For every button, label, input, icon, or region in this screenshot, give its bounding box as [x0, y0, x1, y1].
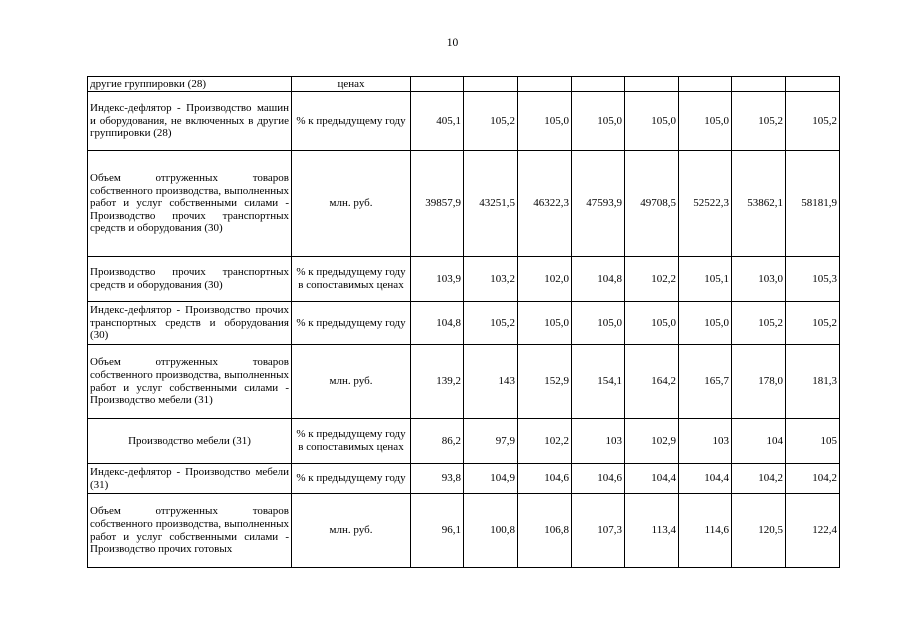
value-cell: 106,8	[518, 494, 572, 568]
indicator-name-cell: Индекс-дефлятор - Производство машин и оборудования, не включенных в другие группировки (28)	[88, 92, 292, 151]
value-cell: 103,9	[411, 257, 464, 302]
value-cell: 105,2	[732, 302, 786, 345]
value-cell: 164,2	[625, 345, 679, 419]
value-cell: 102,9	[625, 419, 679, 464]
value-cell: 39857,9	[411, 151, 464, 257]
value-cell: 143	[464, 345, 518, 419]
value-cell: 105,3	[786, 257, 840, 302]
unit-cell: млн. руб.	[292, 151, 411, 257]
table-row	[88, 92, 840, 151]
value-cell: 165,7	[679, 345, 732, 419]
table-row	[88, 302, 840, 345]
indicator-name-cell: Объем отгруженных товаров собственного производства, выполненных работ и услуг собственными силами - Производство мебели (31)	[88, 345, 292, 419]
value-cell: 178,0	[732, 345, 786, 419]
value-cell: 105,0	[679, 92, 732, 151]
value-cell: 46322,3	[518, 151, 572, 257]
value-cell: 93,8	[411, 464, 464, 494]
value-cell	[679, 77, 732, 92]
value-cell: 102,0	[518, 257, 572, 302]
value-cell: 105,0	[518, 92, 572, 151]
unit-cell: % к предыдущему году	[292, 464, 411, 494]
unit-cell: млн. руб.	[292, 345, 411, 419]
value-cell: 105,0	[518, 302, 572, 345]
value-cell: 43251,5	[464, 151, 518, 257]
value-cell: 86,2	[411, 419, 464, 464]
value-cell: 105,0	[679, 302, 732, 345]
value-cell: 114,6	[679, 494, 732, 568]
value-cell: 52522,3	[679, 151, 732, 257]
indicator-name-cell: Производство мебели (31)	[88, 419, 292, 464]
value-cell: 105,2	[732, 92, 786, 151]
value-cell: 104,6	[518, 464, 572, 494]
indicator-name-cell: Индекс-дефлятор - Производство мебели (31)	[88, 464, 292, 494]
value-cell: 103	[572, 419, 625, 464]
value-cell: 105,2	[464, 92, 518, 151]
value-cell: 104,9	[464, 464, 518, 494]
value-cell: 102,2	[518, 419, 572, 464]
value-cell: 105	[786, 419, 840, 464]
value-cell: 105,2	[464, 302, 518, 345]
table-body	[88, 77, 840, 568]
value-cell: 105,1	[679, 257, 732, 302]
table-row	[88, 464, 840, 494]
value-cell: 107,3	[572, 494, 625, 568]
unit-cell: % к предыдущему году в сопоставимых ценах	[292, 257, 411, 302]
table-row	[88, 151, 840, 257]
indicator-name-cell: Объем отгруженных товаров собственного производства, выполненных работ и услуг собственными силами - Производство прочих готовых	[88, 494, 292, 568]
value-cell: 105,2	[786, 302, 840, 345]
table-row	[88, 494, 840, 568]
table-row	[88, 257, 840, 302]
table-row	[88, 419, 840, 464]
value-cell: 181,3	[786, 345, 840, 419]
value-cell: 104,8	[411, 302, 464, 345]
unit-cell: % к предыдущему году в сопоставимых ценах	[292, 419, 411, 464]
value-cell: 104,2	[732, 464, 786, 494]
value-cell: 139,2	[411, 345, 464, 419]
value-cell: 103	[679, 419, 732, 464]
value-cell: 122,4	[786, 494, 840, 568]
indicator-name-cell: Объем отгруженных товаров собственного производства, выполненных работ и услуг собственными силами - Производство прочих транспортных средств и оборудования (30)	[88, 151, 292, 257]
value-cell: 104,2	[786, 464, 840, 494]
value-cell	[464, 77, 518, 92]
value-cell: 104,8	[572, 257, 625, 302]
value-cell: 53862,1	[732, 151, 786, 257]
value-cell: 100,8	[464, 494, 518, 568]
value-cell: 97,9	[464, 419, 518, 464]
unit-cell: % к предыдущему году	[292, 92, 411, 151]
value-cell: 152,9	[518, 345, 572, 419]
value-cell: 104,4	[625, 464, 679, 494]
value-cell: 104,4	[679, 464, 732, 494]
value-cell	[732, 77, 786, 92]
value-cell: 105,0	[572, 92, 625, 151]
value-cell: 154,1	[572, 345, 625, 419]
value-cell: 105,0	[625, 92, 679, 151]
value-cell: 49708,5	[625, 151, 679, 257]
page-number: 10	[446, 37, 459, 49]
value-cell: 58181,9	[786, 151, 840, 257]
value-cell	[625, 77, 679, 92]
value-cell: 96,1	[411, 494, 464, 568]
value-cell: 105,2	[786, 92, 840, 151]
value-cell	[572, 77, 625, 92]
value-cell	[518, 77, 572, 92]
value-cell	[411, 77, 464, 92]
value-cell: 105,0	[625, 302, 679, 345]
value-cell: 405,1	[411, 92, 464, 151]
value-cell: 103,2	[464, 257, 518, 302]
value-cell: 120,5	[732, 494, 786, 568]
value-cell: 102,2	[625, 257, 679, 302]
value-cell: 103,0	[732, 257, 786, 302]
value-cell: 104,6	[572, 464, 625, 494]
unit-cell: % к предыдущему году	[292, 302, 411, 345]
unit-cell: млн. руб.	[292, 494, 411, 568]
statistics-table	[87, 76, 840, 568]
indicator-name-cell: Производство прочих транспортных средств и оборудования (30)	[88, 257, 292, 302]
value-cell: 113,4	[625, 494, 679, 568]
table-row	[88, 345, 840, 419]
value-cell: 47593,9	[572, 151, 625, 257]
value-cell	[786, 77, 840, 92]
value-cell: 105,0	[572, 302, 625, 345]
table-row	[88, 77, 840, 92]
value-cell: 104	[732, 419, 786, 464]
indicator-name-cell: другие группировки (28)	[88, 77, 292, 92]
indicator-name-cell: Индекс-дефлятор - Производство прочих транспортных средств и оборудования (30)	[88, 302, 292, 345]
unit-cell: ценах	[292, 77, 411, 92]
